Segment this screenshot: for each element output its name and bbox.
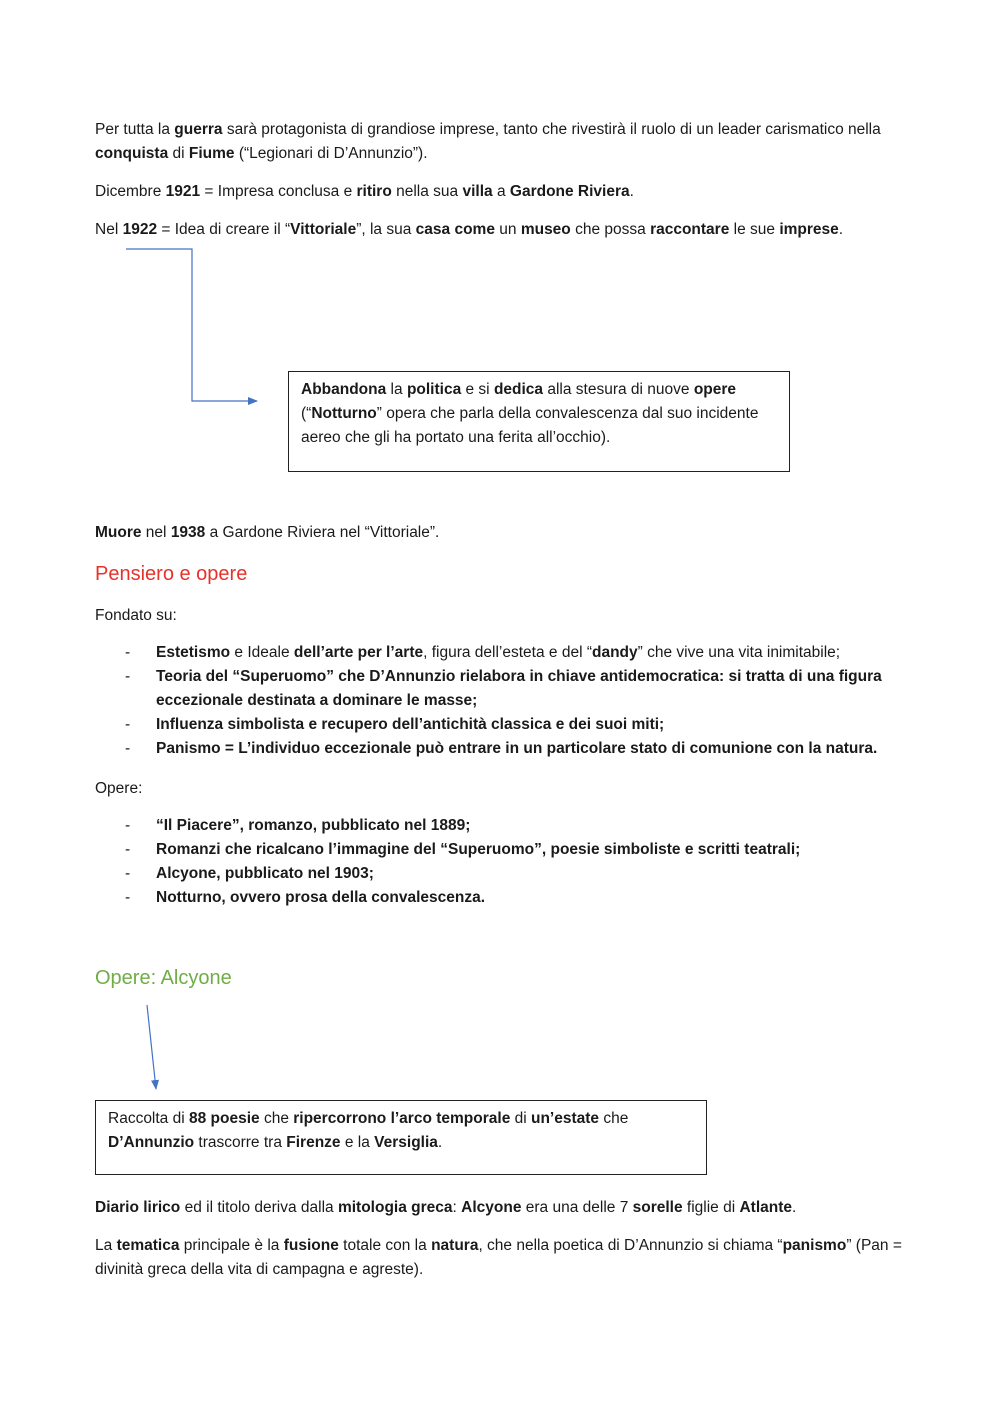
bold-text: Panismo = L’individuo eccezionale può entrare in un particolare stato di comunione con la natura. bbox=[156, 740, 878, 757]
abbandona-politica-box bbox=[288, 371, 790, 472]
list-dash: - bbox=[125, 865, 131, 882]
text-run: . bbox=[792, 1199, 797, 1216]
bold-text: Fiume bbox=[188, 145, 235, 162]
text-run: Raccolta di bbox=[108, 1110, 189, 1127]
text-run: un bbox=[494, 221, 521, 238]
text-run: , che nella poetica di D’Annunzio si chiama “ bbox=[478, 1237, 783, 1254]
text-run: ” opera che parla della convalescenza dal suo incidente aereo che gli ha portato una ferita all’occhio). bbox=[301, 405, 759, 446]
text-run: alla stesura di nuove bbox=[543, 381, 694, 398]
text-run: ” che vive una vita inimitabile; bbox=[637, 644, 841, 661]
list-item bbox=[95, 814, 915, 838]
bold-text: fusione bbox=[283, 1237, 339, 1254]
alcyone-box-text bbox=[108, 1107, 694, 1155]
paragraph-tematica bbox=[95, 1234, 905, 1282]
text-run: ”, la sua bbox=[356, 221, 416, 238]
bold-text: villa bbox=[462, 183, 493, 200]
arrow-alcyone-to-box bbox=[147, 1005, 156, 1089]
text-run: e si bbox=[461, 381, 494, 398]
text-run: . bbox=[629, 183, 634, 200]
bold-text: 1922 bbox=[122, 221, 158, 238]
bold-text: dedica bbox=[493, 381, 544, 398]
bold-text: Abbandona bbox=[301, 381, 387, 398]
bold-text: 1921 bbox=[165, 183, 201, 200]
text-run: Nel bbox=[95, 221, 123, 238]
bold-text: mitologia greca bbox=[337, 1199, 453, 1216]
list-item bbox=[95, 838, 915, 862]
list-dash: - bbox=[125, 817, 131, 834]
bold-text: Alcyone bbox=[461, 1199, 522, 1216]
bold-text: ritiro bbox=[356, 183, 392, 200]
text-run: che bbox=[599, 1110, 629, 1127]
bold-text: Estetismo bbox=[156, 644, 231, 661]
list-dash: - bbox=[125, 841, 131, 858]
list-item bbox=[95, 713, 915, 737]
text-run: La bbox=[95, 1237, 117, 1254]
list-item bbox=[95, 737, 915, 761]
paragraph-1921 bbox=[95, 180, 905, 204]
text-run: la bbox=[386, 381, 407, 398]
list-item bbox=[95, 862, 915, 886]
heading-opere-alcyone: Opere: Alcyone bbox=[95, 967, 232, 989]
bold-text: Versiglia bbox=[374, 1134, 438, 1151]
text-run: = Idea di creare il “ bbox=[157, 221, 291, 238]
opere-list bbox=[95, 814, 915, 910]
list-item bbox=[95, 665, 915, 713]
paragraph-diario-lirico bbox=[95, 1196, 905, 1220]
text-run: : bbox=[452, 1199, 462, 1216]
box-text bbox=[301, 378, 777, 450]
text-run: Per tutta la bbox=[95, 121, 175, 138]
bold-text: Atlante bbox=[739, 1199, 793, 1216]
paragraph-guerra bbox=[95, 118, 905, 166]
text-run: principale è la bbox=[179, 1237, 284, 1254]
bold-text: Influenza simbolista e recupero dell’antichità classica e dei suoi miti; bbox=[156, 716, 665, 733]
bold-text: Gardone Riviera bbox=[509, 183, 630, 200]
heading-pensiero-opere: Pensiero e opere bbox=[95, 563, 248, 585]
bold-text: museo bbox=[520, 221, 571, 238]
list-item bbox=[95, 886, 915, 910]
bold-text: “Il Piacere”, romanzo, pubblicato nel 1889; bbox=[156, 817, 471, 834]
text-run: che possa bbox=[570, 221, 651, 238]
list-dash: - bbox=[125, 740, 131, 757]
bold-text: opere bbox=[693, 381, 737, 398]
text-run: che bbox=[259, 1110, 294, 1127]
list-item bbox=[95, 641, 915, 665]
text-run: ” (Pan = divinità greca della vita di campagna e agreste). bbox=[95, 1237, 902, 1278]
text-run: , figura dell’esteta e del “ bbox=[423, 644, 592, 661]
bold-text: Teoria del “Superuomo” che D’Annunzio rielabora in chiave antidemocratica: si tratta di una figura eccezionale destinata a dominare le masse; bbox=[156, 668, 882, 709]
bold-text: raccontare bbox=[650, 221, 730, 238]
bold-text: Notturno bbox=[311, 405, 377, 422]
arrow-vittoriale-to-box bbox=[126, 249, 257, 401]
text-run: (“Legionari di D’Annunzio”). bbox=[234, 145, 428, 162]
bold-text: ripercorrono l’arco temporale bbox=[293, 1110, 511, 1127]
bold-text: Notturno, ovvero prosa della convalescenza. bbox=[156, 889, 486, 906]
text-run: . bbox=[437, 1134, 443, 1151]
text-run: e la bbox=[340, 1134, 375, 1151]
list-dash: - bbox=[125, 668, 131, 685]
bold-text: 88 poesie bbox=[188, 1110, 260, 1127]
text-run: sarà protagonista di grandiose imprese, tanto che rivestirà il ruolo di un leader carismatico nella bbox=[222, 121, 881, 138]
alcyone-description-box bbox=[95, 1100, 707, 1175]
text-run: le sue bbox=[729, 221, 780, 238]
text-run: totale con la bbox=[338, 1237, 432, 1254]
text-run: = Impresa conclusa e bbox=[200, 183, 357, 200]
bold-text: 1938 bbox=[170, 524, 206, 541]
fondato-list bbox=[95, 641, 915, 761]
text-run: di bbox=[168, 145, 189, 162]
text-run: nel bbox=[141, 524, 171, 541]
bold-text: Alcyone, pubblicato nel 1903; bbox=[156, 865, 374, 882]
text-run: era una delle 7 bbox=[521, 1199, 633, 1216]
bold-text: panismo bbox=[782, 1237, 847, 1254]
bold-text: dandy bbox=[591, 644, 638, 661]
bold-text: Romanzi che ricalcano l’immagine del “Superuomo”, poesie simboliste e scritti teatrali; bbox=[156, 841, 801, 858]
text-run: ed il titolo deriva dalla bbox=[180, 1199, 338, 1216]
bold-text: sorelle bbox=[632, 1199, 683, 1216]
bold-text: D’Annunzio bbox=[108, 1134, 195, 1151]
text-run: di bbox=[510, 1110, 531, 1127]
bold-text: tematica bbox=[116, 1237, 180, 1254]
text-run: (“ bbox=[301, 405, 312, 422]
bold-text: Diario lirico bbox=[95, 1199, 181, 1216]
text-run: figlie di bbox=[682, 1199, 740, 1216]
fondato-label: Fondato su: bbox=[95, 607, 177, 624]
bold-text: guerra bbox=[174, 121, 223, 138]
text-run: a bbox=[492, 183, 510, 200]
text-run: . bbox=[838, 221, 844, 238]
paragraph-muore bbox=[95, 521, 905, 545]
bold-text: Vittoriale bbox=[290, 221, 357, 238]
text-run: a Gardone Riviera nel “Vittoriale”. bbox=[205, 524, 440, 541]
text-run: Dicembre bbox=[95, 183, 166, 200]
text-run: e Ideale bbox=[230, 644, 294, 661]
bold-text: Firenze bbox=[286, 1134, 341, 1151]
bold-text: imprese bbox=[779, 221, 839, 238]
bold-text: casa come bbox=[415, 221, 495, 238]
bold-text: politica bbox=[406, 381, 462, 398]
bold-text: Muore bbox=[95, 524, 142, 541]
list-dash: - bbox=[125, 889, 131, 906]
text-run: trascorre tra bbox=[194, 1134, 287, 1151]
bold-text: un’estate bbox=[531, 1110, 600, 1127]
bold-text: conquista bbox=[95, 145, 169, 162]
bold-text: natura bbox=[431, 1237, 479, 1254]
text-run: nella sua bbox=[391, 183, 463, 200]
list-dash: - bbox=[125, 644, 131, 661]
opere-label: Opere: bbox=[95, 780, 143, 797]
list-dash: - bbox=[125, 716, 131, 733]
paragraph-1922 bbox=[95, 218, 905, 242]
bold-text: dell’arte per l’arte bbox=[293, 644, 424, 661]
